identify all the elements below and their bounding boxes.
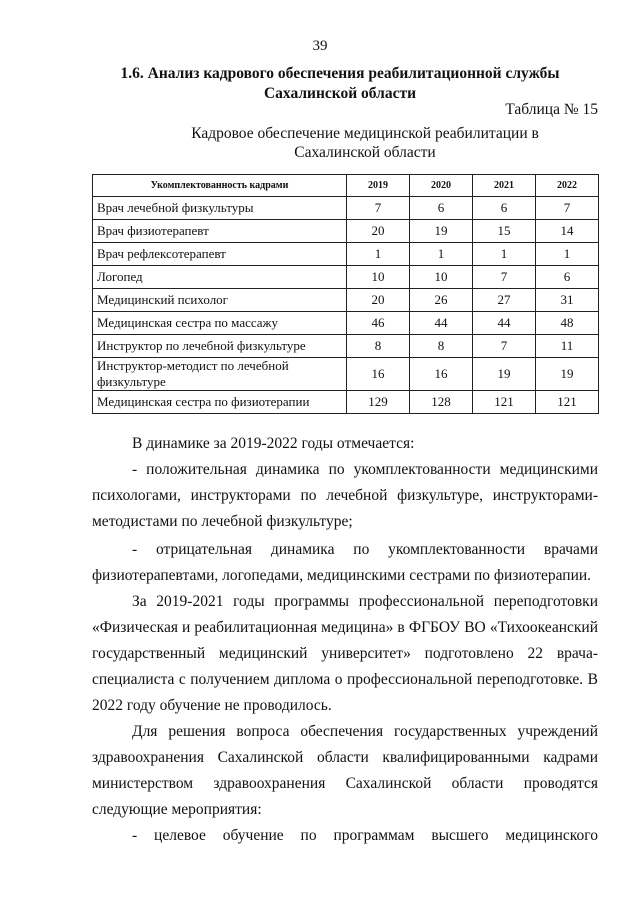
column-header-2020: 2020 bbox=[410, 175, 473, 197]
table-row bbox=[93, 335, 599, 358]
paragraph-dynamics-intro: В динамике за 2019-2022 годы отмечается: bbox=[132, 435, 415, 452]
value-cell: 31 bbox=[536, 289, 599, 312]
paragraph-negative-dynamics: - отрицательная динамика по укомплектованности врачами физиотерапевтами, логопедами, медицинскими сестрами по физиотерапии. bbox=[92, 541, 598, 584]
value-cell: 1 bbox=[347, 243, 410, 266]
value-cell: 121 bbox=[536, 391, 599, 414]
position-name: Медицинская сестра по массажу bbox=[93, 312, 347, 335]
value-cell: 121 bbox=[473, 391, 536, 414]
table-header-row bbox=[93, 175, 599, 197]
value-cell: 46 bbox=[347, 312, 410, 335]
column-header-2021: 2021 bbox=[473, 175, 536, 197]
value-cell: 19 bbox=[410, 220, 473, 243]
value-cell: 6 bbox=[473, 197, 536, 220]
position-name: Врач рефлексотерапевт bbox=[93, 243, 347, 266]
value-cell: 44 bbox=[473, 312, 536, 335]
table-row bbox=[93, 197, 599, 220]
table-caption: Кадровое обеспечение медицинской реабилитации в Сахалинской области bbox=[191, 125, 539, 161]
value-cell: 1 bbox=[536, 243, 599, 266]
table-row bbox=[93, 243, 599, 266]
table-row bbox=[93, 289, 599, 312]
value-cell: 19 bbox=[536, 358, 599, 391]
table-number: Таблица № 15 bbox=[505, 101, 598, 118]
table-row bbox=[93, 358, 599, 391]
value-cell: 129 bbox=[347, 391, 410, 414]
position-name: Врач физиотерапевт bbox=[93, 220, 347, 243]
value-cell: 14 bbox=[536, 220, 599, 243]
value-cell: 6 bbox=[410, 197, 473, 220]
column-header-position: Укомплектованность кадрами bbox=[93, 175, 347, 197]
page-number: 39 bbox=[312, 38, 328, 54]
value-cell: 11 bbox=[536, 335, 599, 358]
position-name: Медицинский психолог bbox=[93, 289, 347, 312]
value-cell: 26 bbox=[410, 289, 473, 312]
value-cell: 8 bbox=[347, 335, 410, 358]
value-cell: 48 bbox=[536, 312, 599, 335]
value-cell: 1 bbox=[410, 243, 473, 266]
value-cell: 7 bbox=[536, 197, 599, 220]
value-cell: 8 bbox=[410, 335, 473, 358]
value-cell: 16 bbox=[410, 358, 473, 391]
value-cell: 16 bbox=[347, 358, 410, 391]
column-header-2022: 2022 bbox=[536, 175, 599, 197]
value-cell: 10 bbox=[347, 266, 410, 289]
value-cell: 128 bbox=[410, 391, 473, 414]
value-cell: 7 bbox=[473, 266, 536, 289]
value-cell: 27 bbox=[473, 289, 536, 312]
value-cell: 19 bbox=[473, 358, 536, 391]
position-name: Медицинская сестра по физиотерапии bbox=[93, 391, 347, 414]
value-cell: 1 bbox=[473, 243, 536, 266]
value-cell: 15 bbox=[473, 220, 536, 243]
position-name: Инструктор по лечебной физкультуре bbox=[93, 335, 347, 358]
value-cell: 20 bbox=[347, 220, 410, 243]
value-cell: 7 bbox=[347, 197, 410, 220]
value-cell: 6 bbox=[536, 266, 599, 289]
paragraph-retraining: За 2019-2021 годы программы профессиональной переподготовки «Физическая и реабилитационная медицина» в ФГБОУ ВО «Тихоокеанский государственный медицинский университет» подготовлено 22 врача-специалиста с получением диплома о профессиональной переподготовке. В 2022 году обучение не проводилось. bbox=[92, 593, 598, 714]
value-cell: 10 bbox=[410, 266, 473, 289]
position-name: Логопед bbox=[93, 266, 347, 289]
value-cell: 44 bbox=[410, 312, 473, 335]
paragraph-target-training: - целевое обучение по программам высшего медицинского bbox=[132, 827, 598, 844]
column-header-2019: 2019 bbox=[347, 175, 410, 197]
staffing-table bbox=[92, 174, 599, 414]
table-row bbox=[93, 391, 599, 414]
value-cell: 20 bbox=[347, 289, 410, 312]
paragraph-measures-intro: Для решения вопроса обеспечения государственных учреждений здравоохранения Сахалинской области квалифицированными кадрами министерством здравоохранения Сахалинской области проводятся следующие мероприятия: bbox=[92, 723, 598, 818]
paragraph-positive-dynamics: - положительная динамика по укомплектованности медицинскими психологами, инструкторами по лечебной физкультуре, инструкторами-методистами по лечебной физкультуре; bbox=[92, 461, 598, 530]
table-row bbox=[93, 312, 599, 335]
section-title: 1.6. Анализ кадрового обеспечения реабилитационной службы Сахалинской области bbox=[120, 65, 560, 102]
position-name: Врач лечебной физкультуры bbox=[93, 197, 347, 220]
table-row bbox=[93, 266, 599, 289]
value-cell: 7 bbox=[473, 335, 536, 358]
table-row bbox=[93, 220, 599, 243]
position-name: Инструктор-методист по лечебной физкультуре bbox=[93, 358, 347, 391]
